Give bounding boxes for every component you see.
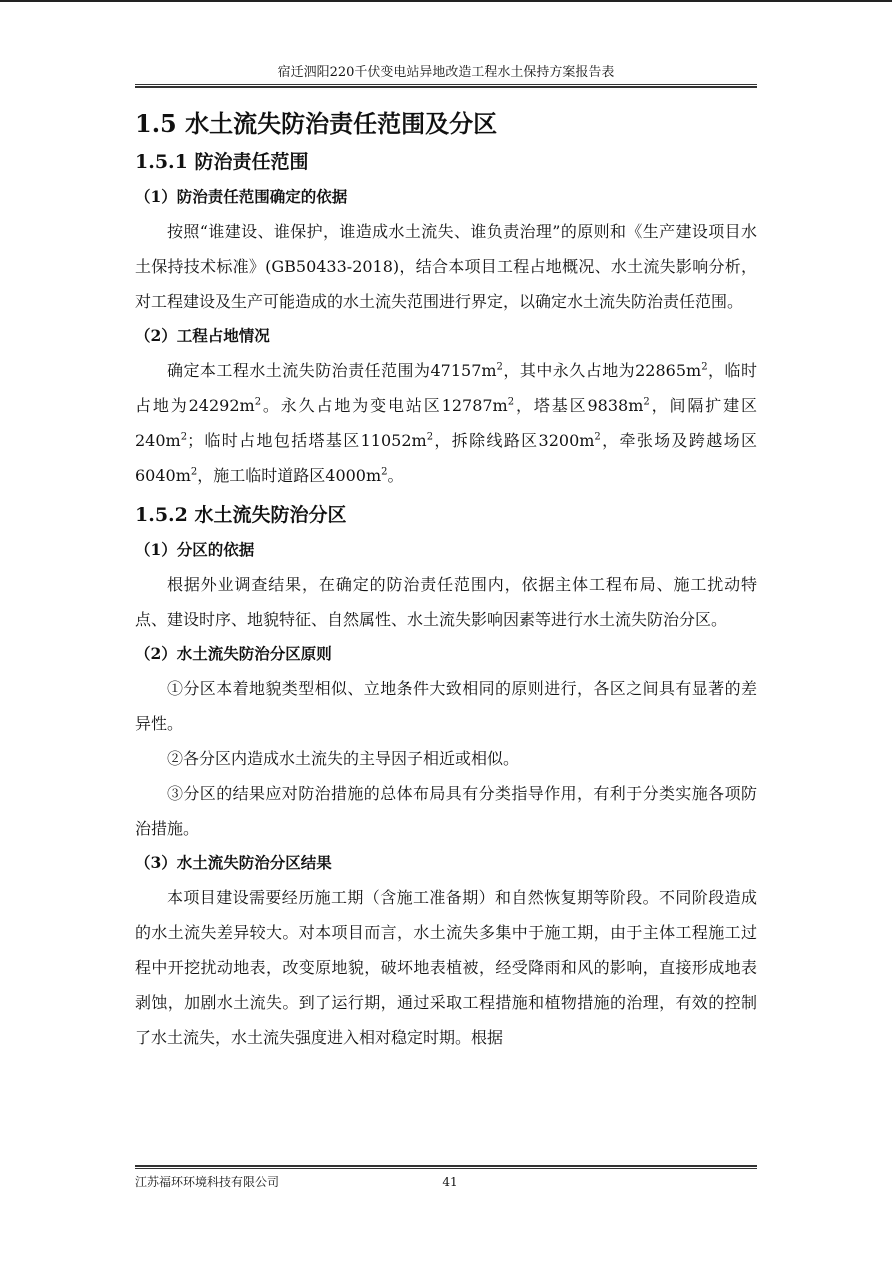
- footer-company: 江苏福环环境科技有限公司: [135, 1175, 280, 1189]
- heading-zoning-basis: （1）分区的依据: [135, 540, 255, 559]
- header-rule-thick: [135, 86, 757, 88]
- paragraph-principle-2: ②各分区内造成水土流失的主导因子相近或相似。: [167, 749, 520, 768]
- page-number: 41: [442, 1175, 458, 1189]
- page-content: [135, 104, 757, 1055]
- top-border: [0, 0, 892, 2]
- heading-zoning-principles: （2）水土流失防治分区原则: [135, 644, 332, 663]
- subsection-title-responsibility-scope: 1.5.1 防治责任范围: [135, 151, 309, 173]
- header-rule: [135, 84, 757, 85]
- heading-basis: （1）防治责任范围确定的依据: [135, 187, 348, 206]
- heading-zoning-results: （3）水土流失防治分区结果: [135, 853, 332, 872]
- paragraph-basis: 按照“谁建设、谁保护，谁造成水土流失、谁负责治理”的原则和《生产建设项目水土保持技术标准》(GB50433-2018)，结合本项目工程占地概况、水土流失影响分析，对工程建设及生产可能造成的水土流失范围进行界定，以确定水土流失防治责任范围。: [135, 222, 757, 311]
- footer-rule-thick: [135, 1165, 757, 1167]
- subsection-title-zoning: 1.5.2 水土流失防治分区: [135, 504, 347, 526]
- paragraph-zoning-results: 本项目建设需要经历施工期（含施工准备期）和自然恢复期等阶段。不同阶段造成的水土流失差异较大。对本项目而言，水土流失多集中于施工期，由于主体工程施工过程中开挖扰动地表，改变原地貌，破坏地表植被，经受降雨和风的影响，直接形成地表剥蚀，加剧水土流失。到了运行期，通过采取工程措施和植物措施的治理，有效的控制了水土流失，水土流失强度进入相对稳定时期。根据: [135, 888, 757, 1047]
- paragraph-principle-1: ①分区本着地貌类型相似、立地条件大致相同的原则进行，各区之间具有显著的差异性。: [135, 679, 757, 733]
- footer-rule: [135, 1168, 757, 1169]
- paragraph-zoning-basis: 根据外业调查结果，在确定的防治责任范围内，依据主体工程布局、施工扰动特点、建设时序、地貌特征、自然属性、水土流失影响因素等进行水土流失防治分区。: [135, 575, 757, 629]
- paragraph-principle-3: ③分区的结果应对防治措施的总体布局具有分类指导作用，有利于分类实施各项防治措施。: [135, 784, 757, 838]
- page-header: 宿迁泗阳220千伏变电站异地改造工程水土保持方案报告表: [277, 65, 615, 80]
- paragraph-land-occupation: 确定本工程水土流失防治责任范围为$47157m^2$，其中永久占地为$22865m^2$，临时占地为$24292m^2$。永久占地为变电站区$12787m^2$，塔基区$9838m^2$，间隔扩建区$240m^2$；临时占地包括塔基区$11052m^2$，拆除线路区$3200m^2$，牵张场及跨越场区$6040m^2$，施工临时道路区$4000m^2$。: [135, 361, 757, 485]
- section-title: 1.5 水土流失防治责任范围及分区: [135, 109, 498, 138]
- heading-land-occupation: （2）工程占地情况: [135, 326, 270, 345]
